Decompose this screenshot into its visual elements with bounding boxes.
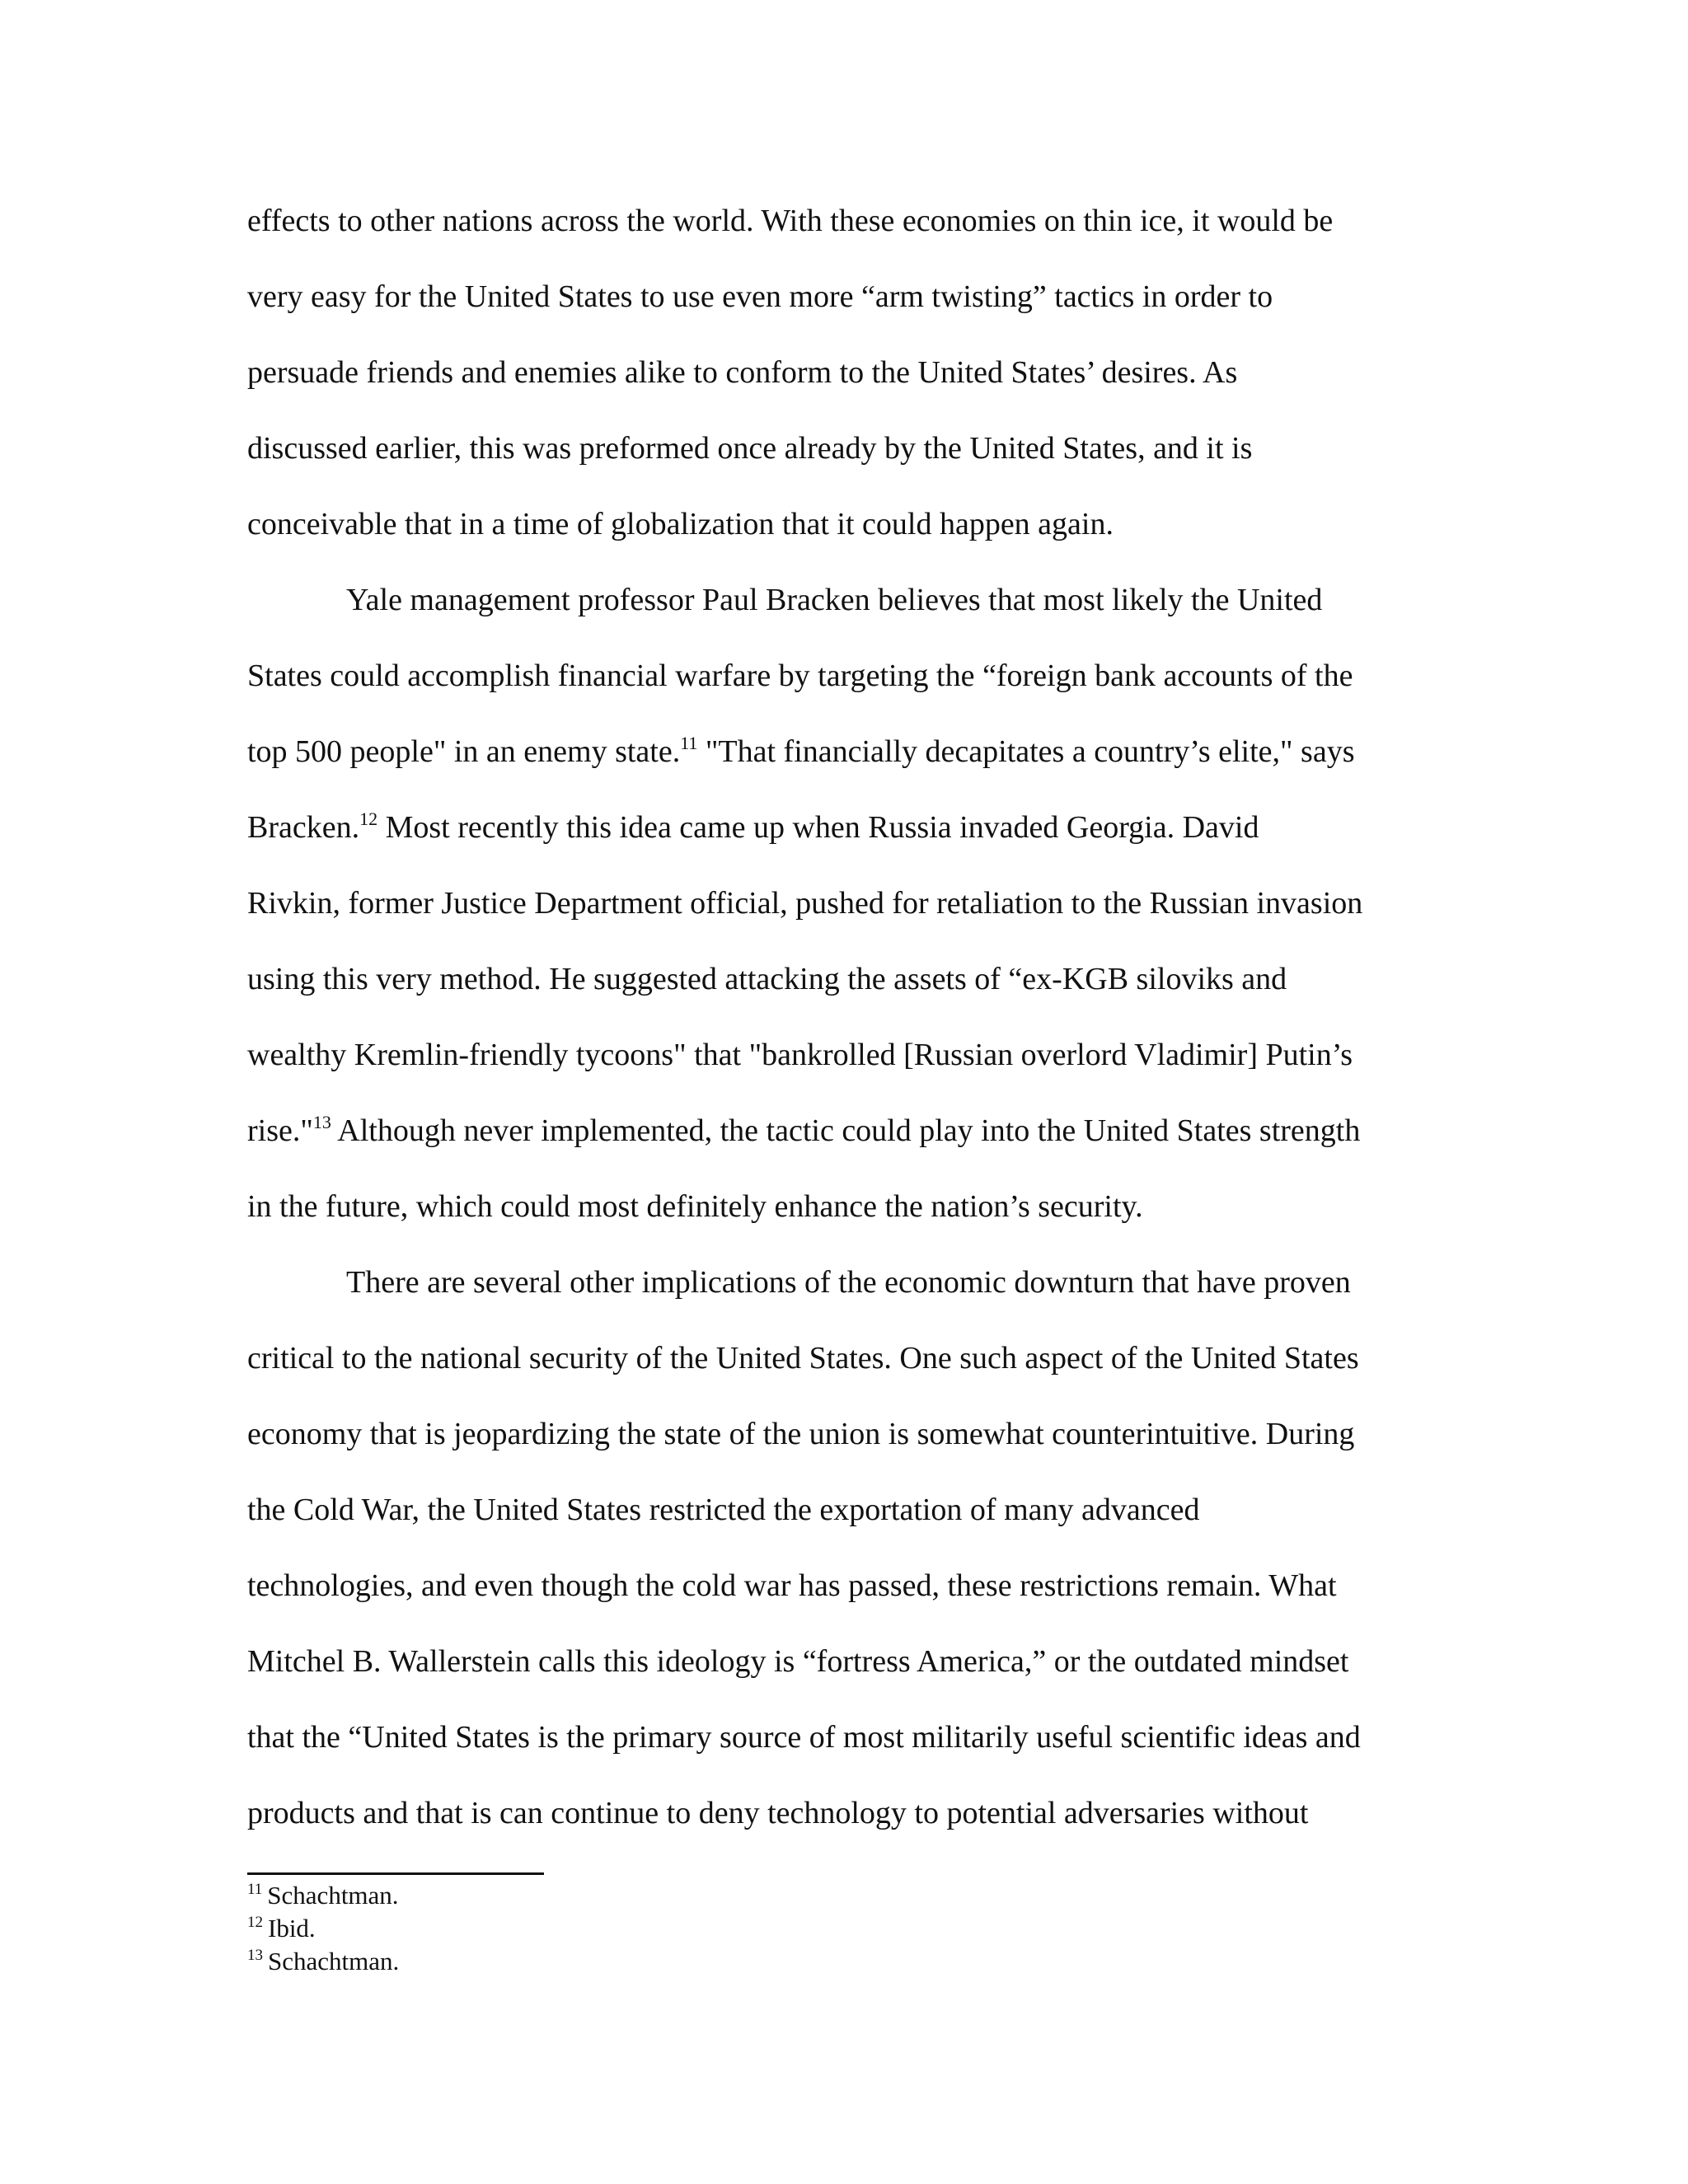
body-line-12: wealthy Kremlin-friendly tycoons" that "bankrolled [Russian overlord Vladimir] Putin’s: [247, 1038, 1353, 1072]
footnote-11: [247, 1879, 1436, 1912]
footnote-ref-13: 13: [312, 1112, 331, 1132]
footnote-text: Ibid.: [268, 1914, 316, 1943]
paragraph-3-first-line: There are several other implications of the economic downturn that have proven: [346, 1265, 1351, 1300]
footnote-number: 11: [247, 1881, 263, 1898]
body-line-7: States could accomplish financial warfare by targeting the “foreign bank accounts of the: [247, 658, 1353, 693]
body-line-4: discussed earlier, this was preformed once already by the United States, and it is: [247, 431, 1253, 466]
footnote-12: [247, 1912, 1436, 1945]
body-line-17: economy that is jeopardizing the state of the union is somewhat counterintuitive. During: [247, 1417, 1355, 1451]
footnote-ref-12: 12: [359, 808, 378, 829]
footnote-text: Schachtman.: [267, 1881, 399, 1910]
footnote-number: 12: [247, 1914, 263, 1931]
body-line-9-text-a: Bracken.: [247, 810, 360, 845]
body-line-13: [247, 1093, 1436, 1169]
body-line-8-text-a: top 500 people" in an enemy state.: [247, 734, 681, 769]
paragraph-2-first-line: Yale management professor Paul Bracken believes that most likely the United: [346, 583, 1323, 617]
body-line-21: that the “United States is the primary source of most militarily useful scientific ideas and: [247, 1720, 1361, 1755]
footnote-13: [247, 1945, 1436, 1978]
body-line-10: Rivkin, former Justice Department official, pushed for retaliation to the Russian invasion: [247, 886, 1363, 921]
body-line-22: products and that is can continue to deny technology to potential adversaries without: [247, 1796, 1309, 1830]
body-line-13-text-a: rise.": [247, 1113, 313, 1148]
body-line-13-text-b: Although never implemented, the tactic could play into the United States strength: [331, 1113, 1361, 1148]
footnote-number: 13: [247, 1947, 263, 1964]
body-line-11: using this very method. He suggested attacking the assets of “ex-KGB siloviks and: [247, 962, 1287, 996]
footnote-ref-11: 11: [680, 733, 698, 753]
body-line-18: the Cold War, the United States restricted the exportation of many advanced: [247, 1493, 1200, 1527]
body-line-9-text-b: Most recently this idea came up when Russia invaded Georgia. David: [377, 810, 1259, 845]
footnote-text: Schachtman.: [268, 1947, 400, 1975]
body-line-1: effects to other nations across the world. With these economies on thin ice, it would be: [247, 204, 1334, 238]
footnote-separator: [247, 1872, 544, 1875]
body-line-9: [247, 790, 1436, 865]
footnotes: [247, 1879, 1436, 1978]
body-line-2: very easy for the United States to use even more “arm twisting” tactics in order to: [247, 279, 1273, 314]
body-line-19: technologies, and even though the cold war has passed, these restrictions remain. What: [247, 1568, 1337, 1603]
body-line-14: in the future, which could most definitely enhance the nation’s security.: [247, 1189, 1143, 1224]
body-line-5: conceivable that in a time of globalization that it could happen again.: [247, 507, 1114, 541]
body-text: [247, 183, 1436, 1851]
body-line-8-text-b: "That financially decapitates a country’s elite," says: [697, 734, 1355, 769]
body-line-16: critical to the national security of the United States. One such aspect of the United States: [247, 1341, 1359, 1376]
body-line-20: Mitchel B. Wallerstein calls this ideology is “fortress America,” or the outdated mindset: [247, 1644, 1349, 1679]
body-line-3: persuade friends and enemies alike to conform to the United States’ desires. As: [247, 355, 1238, 390]
body-line-8: [247, 714, 1436, 790]
